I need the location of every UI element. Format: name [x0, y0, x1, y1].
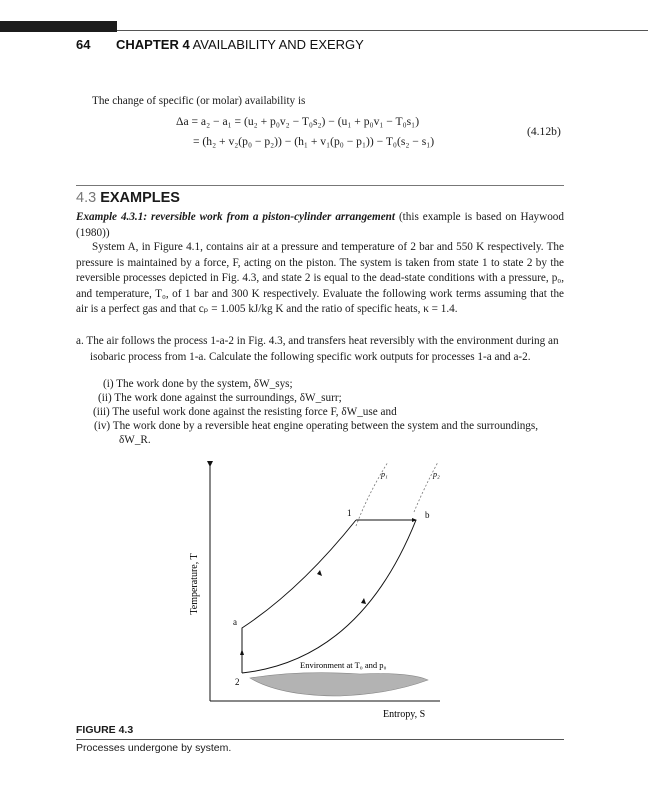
sub-item-1: (i) The work done by the system, δW_sys;	[103, 378, 293, 390]
figure-caption-text: Processes undergone by system.	[76, 742, 232, 754]
header-rule	[117, 30, 648, 31]
intro-text: The change of specific (or molar) availability is	[92, 95, 306, 107]
figure-caption-label: FIGURE 4.3	[76, 724, 134, 736]
example-title: Example 4.3.1: reversible work from a piston-cylinder arrangement	[76, 211, 395, 223]
equation-line-1: Δa = a₂ − a₁ = (u₂ + p₀v₂ − T₀s₂) − (u₁ + p₀v₁ − T₀s₁)	[176, 115, 420, 128]
example-note: (this example is based on Haywood (1980))	[76, 211, 564, 239]
point-1-label: 1	[347, 508, 352, 518]
caption-rule	[76, 739, 564, 740]
arrow-a-2	[240, 649, 244, 655]
section-heading: 4.3 EXAMPLES	[76, 190, 180, 206]
process-2-b	[242, 520, 416, 673]
p1-label: p₁	[381, 470, 388, 479]
header-bar	[0, 21, 117, 32]
chapter-heading	[116, 37, 364, 52]
sub-item-2: (ii) The work done against the surroundings, δW_surr;	[98, 392, 342, 404]
section-rule	[76, 185, 564, 186]
chapter-title: AVAILABILITY AND EXERGY	[192, 37, 364, 52]
point-2-label: 2	[235, 677, 240, 687]
arrow-2-b	[361, 598, 366, 604]
example-paragraph: System A, in Figure 4.1, contains air at a pressure and temperature of 2 bar and 550 K respectively. The pressure is maintained by a force, F, acting on the piston. The system is taken from state 1 to state 2 by the reversible processes depicted in Fig. 4.3, and state 2 is equal to the dead-state conditions with a pressure, p₀, and temperature, T₀, of 1 bar and 300 K respectively. Evaluate the following work terms assuming that the air is a perfect gas and that cₚ = 1.005 kJ/kg K and the ratio of specific heats, κ = 1.4.	[76, 241, 564, 315]
y-axis-label: Temperature, T	[189, 553, 200, 615]
arrow-1-a	[317, 570, 322, 576]
sub-item-3: (iii) The useful work done against the resisting force F, δW_use and	[93, 406, 397, 418]
x-axis-label: Entropy, S	[383, 709, 426, 720]
p2-label: p₂	[433, 470, 440, 479]
example-heading	[76, 210, 564, 241]
sub-item-4: (iv) The work done by a reversible heat engine operating between the system and the surroundings, δW_R.	[94, 420, 539, 446]
point-b-label: b	[425, 510, 430, 520]
point-a-label: a	[233, 617, 237, 627]
equation-line-2: = (h₂ + v₂(p₀ − p₂)) − (h₁ + v₁(p₀ − p₁)) − T₀(s₂ − s₁)	[193, 135, 435, 148]
chapter-label: CHAPTER 4	[116, 37, 190, 52]
equation-number: (4.12b)	[527, 125, 561, 138]
item-a: a. The air follows the process 1-a-2 in Fig. 4.3, and transfers heat reversibly with the environment during an isobaric process from 1-a. Calculate the following specific work outputs for processes 1-a and a-2.	[76, 335, 559, 363]
environment-label: Environment at T₀ and p₀	[300, 660, 387, 670]
environment-region	[250, 673, 428, 696]
process-1-a-2	[242, 520, 356, 673]
ts-diagram	[180, 460, 580, 720]
page-number: 64	[76, 37, 91, 52]
arrow-1-b	[412, 518, 417, 522]
